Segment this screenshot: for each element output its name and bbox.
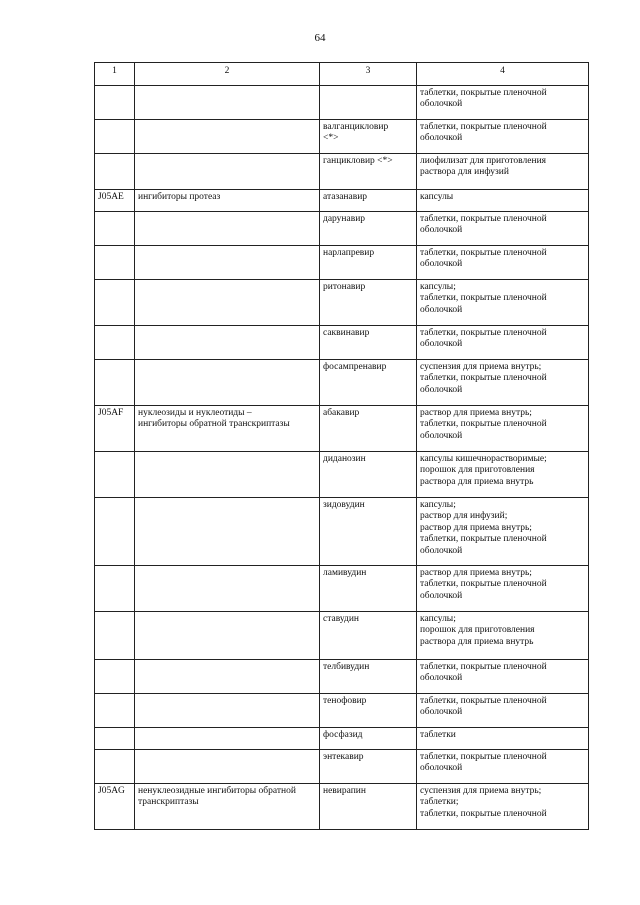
column-header-1: 1 bbox=[95, 63, 135, 86]
atc-code-cell bbox=[95, 498, 135, 566]
dosage-form-cell: таблетки, покрытые пленочной оболочкой bbox=[417, 326, 589, 360]
dosage-form-cell: капсулы; порошок для приготовления раствора для приема внутрь bbox=[417, 612, 589, 660]
atc-code-cell bbox=[95, 728, 135, 750]
table-row bbox=[95, 246, 589, 280]
atc-code-cell: J05AF bbox=[95, 406, 135, 452]
atc-code-cell bbox=[95, 86, 135, 120]
group-name-cell bbox=[135, 154, 320, 190]
dosage-form-cell: таблетки, покрытые пленочной оболочкой bbox=[417, 120, 589, 154]
atc-code-cell bbox=[95, 660, 135, 694]
table-row bbox=[95, 120, 589, 154]
table-row bbox=[95, 784, 589, 830]
table-header-row bbox=[95, 63, 589, 86]
table-row bbox=[95, 326, 589, 360]
atc-code-cell bbox=[95, 280, 135, 326]
atc-code-cell bbox=[95, 452, 135, 498]
table-row bbox=[95, 612, 589, 660]
table-row bbox=[95, 660, 589, 694]
drug-name-cell: абакавир bbox=[320, 406, 417, 452]
dosage-form-cell: капсулы кишечнорастворимые; порошок для приготовления раствора для приема внутрь bbox=[417, 452, 589, 498]
group-name-cell bbox=[135, 694, 320, 728]
table-row bbox=[95, 566, 589, 612]
table-body bbox=[95, 86, 589, 830]
dosage-form-cell: раствор для приема внутрь; таблетки, покрытые пленочной оболочкой bbox=[417, 566, 589, 612]
atc-code-cell: J05AG bbox=[95, 784, 135, 830]
group-name-cell: нуклеозиды и нуклеотиды – ингибиторы обратной транскриптазы bbox=[135, 406, 320, 452]
drug-name-cell: фосампренавир bbox=[320, 360, 417, 406]
drug-name-cell: диданозин bbox=[320, 452, 417, 498]
dosage-form-cell: раствор для приема внутрь; таблетки, покрытые пленочной оболочкой bbox=[417, 406, 589, 452]
atc-code-cell: J05AE bbox=[95, 190, 135, 212]
table-row bbox=[95, 728, 589, 750]
page-number: 64 bbox=[314, 32, 326, 44]
drug-name-cell: нарлапревир bbox=[320, 246, 417, 280]
table-row bbox=[95, 694, 589, 728]
drug-name-cell: ритонавир bbox=[320, 280, 417, 326]
atc-code-cell bbox=[95, 154, 135, 190]
dosage-form-cell: капсулы; таблетки, покрытые пленочной оболочкой bbox=[417, 280, 589, 326]
dosage-form-cell: капсулы; раствор для инфузий; раствор для приема внутрь; таблетки, покрытые пленочной оболочкой bbox=[417, 498, 589, 566]
group-name-cell bbox=[135, 566, 320, 612]
group-name-cell: ингибиторы протеаз bbox=[135, 190, 320, 212]
drug-name-cell: невирапин bbox=[320, 784, 417, 830]
dosage-form-cell: суспензия для приема внутрь; таблетки, покрытые пленочной оболочкой bbox=[417, 360, 589, 406]
group-name-cell bbox=[135, 86, 320, 120]
dosage-form-cell: капсулы bbox=[417, 190, 589, 212]
atc-code-cell bbox=[95, 120, 135, 154]
drug-name-cell: энтекавир bbox=[320, 750, 417, 784]
dosage-form-cell: таблетки, покрытые пленочной оболочкой bbox=[417, 212, 589, 246]
table-row bbox=[95, 190, 589, 212]
drug-name-cell: атазанавир bbox=[320, 190, 417, 212]
drug-name-cell: зидовудин bbox=[320, 498, 417, 566]
dosage-form-cell: таблетки bbox=[417, 728, 589, 750]
drug-table bbox=[94, 62, 589, 830]
group-name-cell bbox=[135, 452, 320, 498]
table-row bbox=[95, 360, 589, 406]
atc-code-cell bbox=[95, 360, 135, 406]
table-row bbox=[95, 154, 589, 190]
drug-name-cell: телбивудин bbox=[320, 660, 417, 694]
column-header-3: 3 bbox=[320, 63, 417, 86]
group-name-cell bbox=[135, 212, 320, 246]
group-name-cell: ненуклеозидные ингибиторы обратной транскриптазы bbox=[135, 784, 320, 830]
dosage-form-cell: таблетки, покрытые пленочной оболочкой bbox=[417, 750, 589, 784]
group-name-cell bbox=[135, 120, 320, 154]
dosage-form-cell: лиофилизат для приготовления раствора для инфузий bbox=[417, 154, 589, 190]
group-name-cell bbox=[135, 750, 320, 784]
table-row bbox=[95, 280, 589, 326]
table-row bbox=[95, 212, 589, 246]
dosage-form-cell: суспензия для приема внутрь; таблетки; таблетки, покрытые пленочной bbox=[417, 784, 589, 830]
atc-code-cell bbox=[95, 694, 135, 728]
dosage-form-cell: таблетки, покрытые пленочной оболочкой bbox=[417, 246, 589, 280]
table-row bbox=[95, 86, 589, 120]
drug-name-cell: фосфазид bbox=[320, 728, 417, 750]
atc-code-cell bbox=[95, 566, 135, 612]
dosage-form-cell: таблетки, покрытые пленочной оболочкой bbox=[417, 694, 589, 728]
table-row bbox=[95, 406, 589, 452]
atc-code-cell bbox=[95, 612, 135, 660]
dosage-form-cell: таблетки, покрытые пленочной оболочкой bbox=[417, 660, 589, 694]
group-name-cell bbox=[135, 360, 320, 406]
atc-code-cell bbox=[95, 212, 135, 246]
group-name-cell bbox=[135, 280, 320, 326]
table-row bbox=[95, 452, 589, 498]
drug-name-cell: валганцикловир <*> bbox=[320, 120, 417, 154]
column-header-2: 2 bbox=[135, 63, 320, 86]
drug-name-cell: тенофовир bbox=[320, 694, 417, 728]
group-name-cell bbox=[135, 728, 320, 750]
atc-code-cell bbox=[95, 750, 135, 784]
dosage-form-cell: таблетки, покрытые пленочной оболочкой bbox=[417, 86, 589, 120]
group-name-cell bbox=[135, 246, 320, 280]
atc-code-cell bbox=[95, 326, 135, 360]
drug-name-cell: ставудин bbox=[320, 612, 417, 660]
drug-name-cell: саквинавир bbox=[320, 326, 417, 360]
group-name-cell bbox=[135, 326, 320, 360]
drug-name-cell: ганцикловир <*> bbox=[320, 154, 417, 190]
column-header-4: 4 bbox=[417, 63, 589, 86]
group-name-cell bbox=[135, 660, 320, 694]
table-row bbox=[95, 750, 589, 784]
drug-name-cell bbox=[320, 86, 417, 120]
drug-name-cell: дарунавир bbox=[320, 212, 417, 246]
table-row bbox=[95, 498, 589, 566]
drug-name-cell: ламивудин bbox=[320, 566, 417, 612]
group-name-cell bbox=[135, 498, 320, 566]
atc-code-cell bbox=[95, 246, 135, 280]
group-name-cell bbox=[135, 612, 320, 660]
